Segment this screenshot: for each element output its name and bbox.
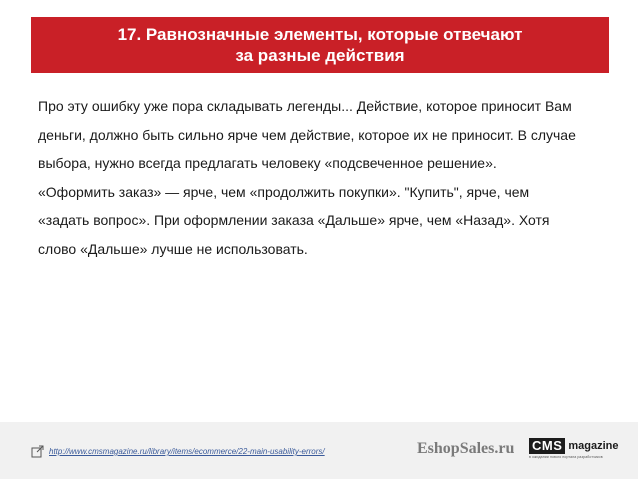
body-line-4: «Оформить заказ» — ярче, чем «продолжить покупки». "Купить", ярче, чем <box>38 183 530 200</box>
source-url[interactable]: http://www.cmsmagazine.ru/library/items/ecommerce/22-main-usability-errors/ <box>49 447 325 456</box>
cms-logo-box: CMS <box>529 438 565 454</box>
source-link[interactable] <box>31 445 325 458</box>
cms-magazine-logo <box>529 438 619 462</box>
body-line-5: «задать вопрос». При оформлении заказа «Дальше» ярче, чем «Назад». Хотя <box>38 212 550 229</box>
body-line-6: слово «Дальше» лучше не использовать. <box>38 240 308 257</box>
body-line-1: Про эту ошибку уже пора складывать легенды... Действие, которое приносит Вам <box>38 98 572 114</box>
slide-title-line-2: за разные действия <box>235 46 405 65</box>
body-line-2: деньги, должно быть сильно ярче чем действие, которое их не приносит. В случае <box>38 126 576 143</box>
cms-logo-word: magazine <box>568 440 619 452</box>
eshopsales-logo: EshopSales.ru <box>417 440 515 457</box>
body-line-3: выбора, нужно всегда предлагать человеку «подсвеченное решение». <box>38 155 497 172</box>
slide-title-bar <box>31 17 609 73</box>
slide-footer <box>0 422 638 479</box>
slide-title-line-1: 17. Равнозначные элементы, которые отвечают <box>117 25 523 44</box>
cms-logo-tagline: в ожидании нового портала разработчиков <box>529 455 603 459</box>
external-link-icon <box>31 445 44 458</box>
slide-body <box>38 92 608 264</box>
